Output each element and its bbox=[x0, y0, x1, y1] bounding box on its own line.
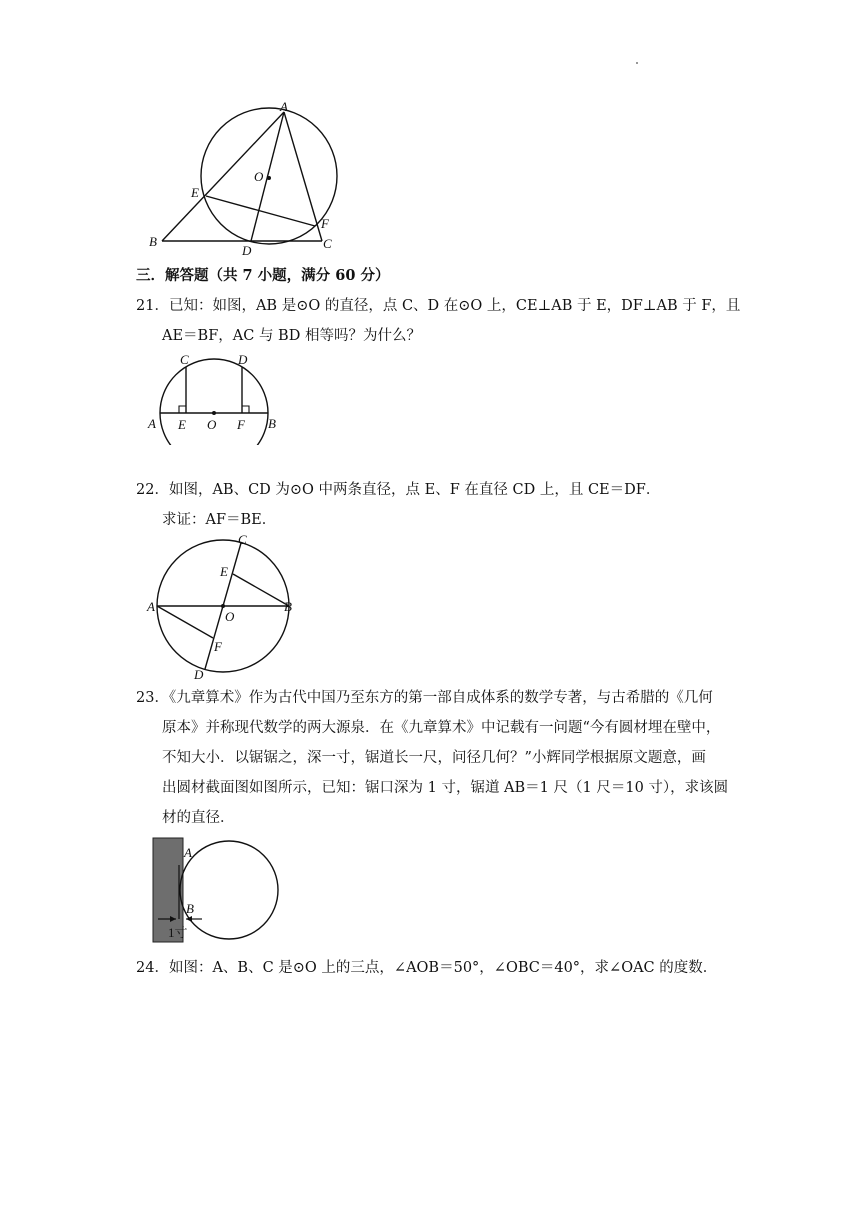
fig22-label-c: C bbox=[238, 532, 247, 547]
fig20-center-dot bbox=[267, 176, 271, 180]
fig23-diagram bbox=[150, 835, 285, 945]
q24-number: 24． bbox=[136, 960, 169, 976]
q23-line-4: 出圆材截面图如图所示，已知：锯口深为 1 寸，锯道 AB＝1 尺（1 尺＝10 寸），求该圆 bbox=[162, 780, 729, 796]
fig20-label-d: D bbox=[242, 243, 252, 258]
fig23-label-1cun: 1寸 bbox=[168, 925, 188, 940]
fig20-label-b: B bbox=[149, 234, 157, 249]
q22-line-1 bbox=[136, 480, 660, 500]
fig22-label-a: A bbox=[147, 599, 155, 614]
fig23-arrowhead-right bbox=[186, 916, 192, 922]
fig23-label-b: B bbox=[186, 901, 194, 916]
fig22-label-f: F bbox=[214, 639, 222, 654]
q21-line-2: AE＝BF，AC 与 BD 相等吗？为什么？ bbox=[162, 328, 421, 344]
q22-number: 22． bbox=[136, 482, 169, 498]
fig21-center-dot bbox=[212, 411, 216, 415]
fig21-diagram bbox=[145, 350, 285, 445]
fig23-log-circle bbox=[180, 841, 278, 939]
fig20-diagram bbox=[140, 98, 350, 258]
q23-text-1: 《九章算术》作为古代中国乃至东方的第一部自成体系的数学专著，与古希腊的《几何 bbox=[168, 690, 713, 706]
fig23-label-a: A bbox=[184, 845, 192, 860]
q24-text-1: 如图：A、B、C 是⊙O 上的三点，∠AOB＝50°，∠OBC＝40°，求∠OAC 的度数． bbox=[168, 960, 718, 976]
fig21-right-angle-e bbox=[179, 406, 186, 413]
q22-text-1: 如图，AB、CD 为⊙O 中两条直径，点 E、F 在直径 CD 上，且 CE＝DF． bbox=[168, 482, 661, 498]
q23-line-3: 不知大小．以锯锯之，深一寸，锯道长一尺，问径几何？”小辉同学根据原文题意，画 bbox=[162, 750, 706, 766]
fig22-label-d: D bbox=[194, 667, 204, 680]
fig21-label-b: B bbox=[268, 416, 276, 431]
q23-number: 23． bbox=[136, 690, 169, 706]
fig20-segment-ba bbox=[162, 112, 284, 241]
q23-line-1 bbox=[136, 688, 713, 708]
fig20-label-f: F bbox=[321, 216, 329, 231]
section-title: 三．解答题（共 7 小题，满分 60 分） bbox=[136, 267, 390, 284]
q21-number: 21． bbox=[136, 298, 169, 314]
fig22-center-dot bbox=[221, 604, 225, 608]
fig20-segment-ef bbox=[206, 196, 315, 226]
fig22-label-o: O bbox=[225, 609, 235, 624]
fig20-label-e: E bbox=[191, 185, 199, 200]
page-dot bbox=[636, 62, 638, 64]
fig21-label-f: F bbox=[237, 417, 245, 432]
fig21-label-c: C bbox=[180, 352, 189, 367]
fig22-segment-be bbox=[233, 574, 289, 606]
fig21-label-a: A bbox=[148, 416, 156, 431]
fig22-label-e: E bbox=[220, 564, 228, 579]
q23-line-5: 材的直径． bbox=[162, 810, 235, 826]
fig22-label-b: B bbox=[284, 599, 292, 614]
fig21-label-o: O bbox=[207, 417, 217, 432]
fig21-label-e: E bbox=[178, 417, 186, 432]
fig20-segment-ac bbox=[284, 112, 322, 241]
fig20-label-a: A bbox=[280, 99, 288, 114]
q22-line-2: 求证：AF＝BE． bbox=[162, 512, 277, 528]
fig21-right-angle-f bbox=[242, 406, 249, 413]
fig20-label-c: C bbox=[323, 236, 332, 251]
q23-line-2: 原本》并称现代数学的两大源泉．在《九章算术》中记载有一问题“今有圆材埋在壁中， bbox=[162, 720, 721, 736]
q21-text-1: 已知：如图，AB 是⊙O 的直径，点 C、D 在⊙O 上，CE⊥AB 于 E，DF⊥AB 于 F，且 bbox=[168, 298, 741, 314]
q21-line-1 bbox=[136, 296, 740, 316]
fig20-label-o: O bbox=[254, 169, 264, 184]
fig21-circle bbox=[160, 359, 268, 445]
q24-line-1 bbox=[136, 958, 717, 978]
fig22-segment-af bbox=[157, 606, 213, 638]
fig21-label-d: D bbox=[238, 352, 248, 367]
fig22-diagram bbox=[145, 530, 300, 680]
